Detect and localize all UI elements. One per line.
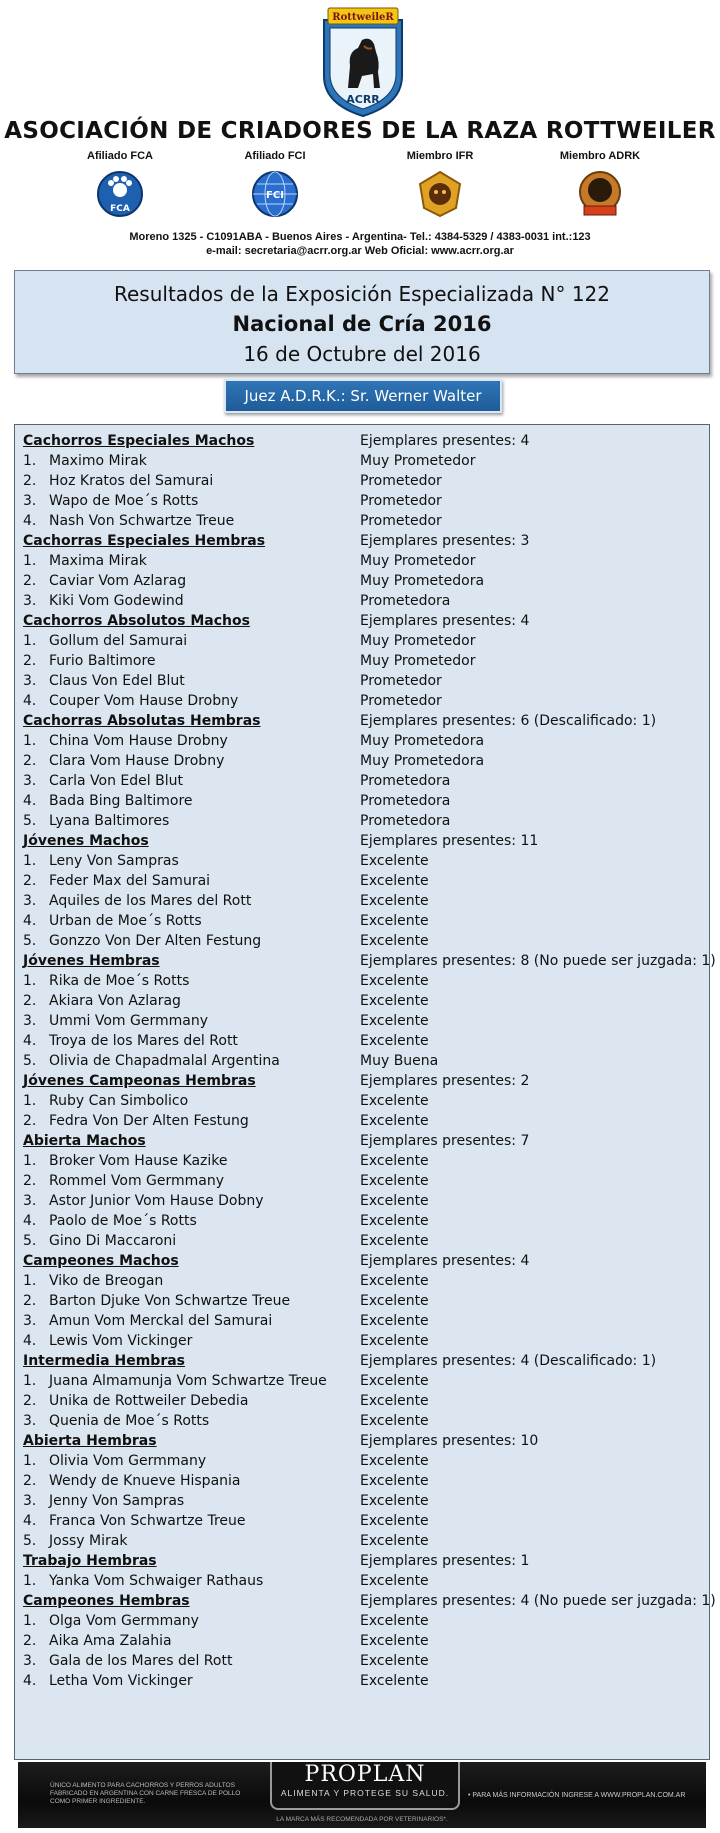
dog-name: Feder Max del Samurai [49, 873, 211, 889]
class-header [23, 1251, 703, 1271]
placement: 4. [23, 913, 37, 929]
placement: 3. [23, 673, 37, 689]
class-count: Ejemplares presentes: 1 [360, 1553, 530, 1569]
result-row [23, 1531, 703, 1551]
grade: Excelente [360, 1473, 429, 1489]
ifr-dog-emblem-icon [416, 170, 464, 218]
grade: Muy Prometedora [360, 733, 485, 749]
placement: 2. [23, 1473, 37, 1489]
placement: 1. [23, 1273, 37, 1289]
dog-name: Fedra Von Der Alten Festung [49, 1113, 249, 1129]
placement: 2. [23, 473, 37, 489]
dog-name: Gala de los Mares del Rott [49, 1653, 233, 1669]
dog-name: Letha Vom Vickinger [49, 1673, 193, 1689]
class-header [23, 531, 703, 551]
grade: Excelente [360, 1273, 429, 1289]
result-row [23, 1571, 703, 1591]
result-row [23, 1611, 703, 1631]
class-name: Abierta Machos [23, 1133, 146, 1149]
placement: 4. [23, 513, 37, 529]
placement: 5. [23, 1533, 37, 1549]
placement: 2. [23, 993, 37, 1009]
grade: Prometedora [360, 773, 451, 789]
address-line: Moreno 1325 - C1091ABA - Buenos Aires - Argentina- Tel.: 4384-5329 / 4383-0031 int.:123 [129, 231, 591, 243]
placement: 2. [23, 1393, 37, 1409]
dog-name: Nash Von Schwartze Treue [49, 513, 235, 529]
placement: 4. [23, 1673, 37, 1689]
grade: Excelente [360, 1313, 429, 1329]
banner-left-text: ÚNICO ALIMENTO PARA CACHORROS Y PERROS ADULTOS FABRICADO EN ARGENTINA CON CARNE FRESCA DE POLLO COMO PRIMER INGREDIENTE. [50, 1782, 241, 1805]
placement: 2. [23, 1173, 37, 1189]
grade: Excelente [360, 893, 429, 909]
result-row [23, 511, 703, 531]
result-row [23, 671, 703, 691]
result-row [23, 1671, 703, 1691]
class-header [23, 1351, 703, 1371]
dog-name: Gonzzo Von Der Alten Festung [49, 933, 262, 949]
placement: 5. [23, 1053, 37, 1069]
dog-name: Couper Vom Hause Drobny [49, 693, 239, 709]
dog-name: Olga Vom Germmany [49, 1613, 199, 1629]
dog-name: Jenny Von Sampras [49, 1493, 185, 1509]
result-row [23, 1231, 703, 1251]
result-row [23, 971, 703, 991]
dog-name: Akiara Von Azlarag [49, 993, 181, 1009]
dog-name: China Vom Hause Drobny [49, 733, 228, 749]
class-count: Ejemplares presentes: 4 [360, 433, 530, 449]
dog-name: Amun Vom Merckal del Samurai [49, 1313, 273, 1329]
placement: 4. [23, 793, 37, 809]
grade: Excelente [360, 1513, 429, 1529]
grade: Excelente [360, 1673, 429, 1689]
placement: 2. [23, 873, 37, 889]
placement: 4. [23, 1513, 37, 1529]
fci-globe-icon [251, 170, 299, 218]
dog-name: Rika de Moe´s Rotts [49, 973, 190, 989]
grade: Excelente [360, 873, 429, 889]
result-row [23, 1111, 703, 1131]
svg-text:FCI: FCI [266, 190, 284, 201]
dog-name: Hoz Kratos del Samurai [49, 473, 214, 489]
placement: 1. [23, 1093, 37, 1109]
svg-text:FCA: FCA [110, 204, 130, 214]
placement: 1. [23, 1153, 37, 1169]
proplan-brand: PROPLAN [304, 1762, 426, 1787]
grade: Excelente [360, 1393, 429, 1409]
logo-text-top: RottweileR [332, 12, 394, 23]
grade: Muy Prometedora [360, 573, 485, 589]
affiliations [60, 150, 660, 230]
placement: 3. [23, 1313, 37, 1329]
result-row [23, 1471, 703, 1491]
placement: 2. [23, 573, 37, 589]
proplan-logo [270, 1762, 460, 1810]
event-date: 16 de Octubre del 2016 [243, 342, 481, 366]
class-count: Ejemplares presentes: 2 [360, 1073, 530, 1089]
placement: 4. [23, 1333, 37, 1349]
result-row [23, 771, 703, 791]
placement: 2. [23, 1633, 37, 1649]
dog-name: Quenia de Moe´s Rotts [49, 1413, 210, 1429]
dog-name: Maximo Mirak [49, 453, 147, 469]
grade: Excelente [360, 1093, 429, 1109]
grade: Excelente [360, 1193, 429, 1209]
class-header [23, 1071, 703, 1091]
placement: 4. [23, 1213, 37, 1229]
dog-name: Jossy Mirak [49, 1533, 128, 1549]
results-list [23, 431, 716, 1691]
class-name: Cachorros Absolutos Machos [23, 613, 250, 629]
grade: Excelente [360, 1453, 429, 1469]
result-row [23, 1051, 703, 1071]
exposition-title: Resultados de la Exposición Especializada N° 122 [113, 282, 611, 306]
placement: 4. [23, 693, 37, 709]
result-row [23, 1391, 703, 1411]
adrk-dog-emblem-icon [576, 170, 624, 218]
grade: Excelente [360, 1033, 429, 1049]
dog-name: Yanka Vom Schwaiger Rathaus [49, 1573, 264, 1589]
grade: Excelente [360, 1293, 429, 1309]
result-row [23, 931, 703, 951]
dog-name: Gino Di Maccaroni [49, 1233, 177, 1249]
placement: 3. [23, 1193, 37, 1209]
class-header [23, 951, 716, 971]
dog-name: Franca Von Schwartze Treue [49, 1513, 246, 1529]
dog-name: Paolo de Moe´s Rotts [49, 1213, 197, 1229]
placement: 5. [23, 933, 37, 949]
class-name: Cachorros Especiales Machos [23, 433, 255, 449]
event-name: Nacional de Cría 2016 [232, 312, 492, 336]
dog-name: Olivia Vom Germmany [49, 1453, 207, 1469]
result-row [23, 1371, 703, 1391]
class-header [23, 711, 703, 731]
class-header [23, 611, 703, 631]
class-name: Jóvenes Hembras [23, 953, 160, 969]
placement: 1. [23, 1373, 37, 1389]
grade: Excelente [360, 1013, 429, 1029]
placement: 4. [23, 1033, 37, 1049]
dog-name: Gollum del Samurai [49, 633, 188, 649]
result-row [23, 1631, 703, 1651]
result-row [23, 1151, 703, 1171]
dog-name: Bada Bing Baltimore [49, 793, 193, 809]
grade: Prometedor [360, 473, 442, 489]
grade: Excelente [360, 1633, 429, 1649]
grade: Muy Prometedor [360, 633, 476, 649]
result-row [23, 891, 703, 911]
result-row [23, 1331, 703, 1351]
grade: Excelente [360, 1113, 429, 1129]
placement: 2. [23, 653, 37, 669]
dog-name: Unika de Rottweiler Debedia [49, 1393, 249, 1409]
class-count: Ejemplares presentes: 10 [360, 1433, 539, 1449]
grade: Excelente [360, 1153, 429, 1169]
dog-name: Barton Djuke Von Schwartze Treue [49, 1293, 291, 1309]
affiliation-adrk [540, 150, 660, 218]
dog-name: Aquiles de los Mares del Rott [49, 893, 252, 909]
placement: 3. [23, 1413, 37, 1429]
result-row [23, 1191, 703, 1211]
class-count: Ejemplares presentes: 4 [360, 1253, 530, 1269]
dog-name: Urban de Moe´s Rotts [49, 913, 202, 929]
grade: Prometedor [360, 673, 442, 689]
result-row [23, 1511, 703, 1531]
dog-name: Juana Almamunja Vom Schwartze Treue [49, 1373, 327, 1389]
placement: 1. [23, 633, 37, 649]
dog-name: Caviar Vom Azlarag [49, 573, 187, 589]
dog-name: Wapo de Moe´s Rotts [49, 493, 199, 509]
result-row [23, 1171, 703, 1191]
result-row [23, 911, 703, 931]
dog-name: Maxima Mirak [49, 553, 147, 569]
result-row [23, 471, 703, 491]
class-name: Jóvenes Machos [23, 833, 149, 849]
placement: 1. [23, 1573, 37, 1589]
affiliation-fca [60, 150, 180, 218]
class-header [23, 1131, 703, 1151]
result-row [23, 1211, 703, 1231]
placement: 1. [23, 453, 37, 469]
banner-bottom-text: LA MARCA MÁS RECOMENDADA POR VETERINARIOS*. [276, 1816, 448, 1823]
class-count: Ejemplares presentes: 4 [360, 613, 530, 629]
class-count: Ejemplares presentes: 4 (No puede ser juzgada: 1) [360, 1593, 716, 1609]
affiliation-fci [215, 150, 335, 218]
placement: 3. [23, 1653, 37, 1669]
result-row [23, 751, 703, 771]
result-row [23, 791, 703, 811]
result-row [23, 1011, 703, 1031]
affiliation-ifr [380, 150, 500, 218]
result-row [23, 811, 703, 831]
class-name: Cachorras Absolutas Hembras [23, 713, 261, 729]
placement: 1. [23, 733, 37, 749]
dog-name: Leny Von Sampras [49, 853, 179, 869]
placement: 2. [23, 753, 37, 769]
dog-name: Wendy de Knueve Hispania [49, 1473, 241, 1489]
results-panel [14, 424, 716, 1760]
placement: 3. [23, 773, 37, 789]
result-row [23, 631, 703, 651]
result-row [23, 851, 703, 871]
placement: 3. [23, 593, 37, 609]
grade: Excelente [360, 1613, 429, 1629]
class-name: Campeones Hembras [23, 1593, 190, 1609]
result-row [23, 491, 703, 511]
class-count: Ejemplares presentes: 3 [360, 533, 530, 549]
dog-name: Olivia de Chapadmalal Argentina [49, 1053, 280, 1069]
result-row [23, 551, 703, 571]
placement: 3. [23, 893, 37, 909]
dog-name: Furio Baltimore [49, 653, 156, 669]
result-row [23, 1491, 703, 1511]
dog-name: Clara Vom Hause Drobny [49, 753, 225, 769]
result-row [23, 651, 703, 671]
class-header [23, 1551, 703, 1571]
affiliation-label: Afiliado FCI [244, 150, 306, 162]
dog-name: Ummi Vom Germmany [49, 1013, 208, 1029]
dog-name: Viko de Breogan [49, 1273, 164, 1289]
result-row [23, 1411, 703, 1431]
affiliation-label: Miembro IFR [406, 150, 474, 162]
result-row [23, 1311, 703, 1331]
grade: Excelente [360, 973, 429, 989]
result-row [23, 871, 703, 891]
placement: 1. [23, 553, 37, 569]
email-web-line: e-mail: secretaria@acrr.org.ar Web Oficial: www.acrr.org.ar [206, 245, 514, 257]
acrr-logo [318, 6, 408, 118]
result-row [23, 1291, 703, 1311]
grade: Prometedora [360, 813, 451, 829]
grade: Excelente [360, 1173, 429, 1189]
grade: Muy Prometedor [360, 453, 476, 469]
class-name: Abierta Hembras [23, 1433, 157, 1449]
grade: Excelente [360, 1213, 429, 1229]
grade: Excelente [360, 1413, 429, 1429]
dog-name: Lyana Baltimores [49, 813, 170, 829]
class-count: Ejemplares presentes: 7 [360, 1133, 530, 1149]
placement: 1. [23, 1453, 37, 1469]
grade: Excelente [360, 1653, 429, 1669]
dog-name: Broker Vom Hause Kazike [49, 1153, 228, 1169]
class-count: Ejemplares presentes: 6 (Descalificado: 1) [360, 713, 657, 729]
result-row [23, 571, 703, 591]
result-row [23, 991, 703, 1011]
grade: Muy Prometedora [360, 753, 485, 769]
grade: Excelente [360, 1333, 429, 1349]
grade: Excelente [360, 1573, 429, 1589]
result-row [23, 1271, 703, 1291]
dog-name: Astor Junior Vom Hause Dobny [49, 1193, 264, 1209]
result-row [23, 591, 703, 611]
grade: Excelente [360, 1493, 429, 1509]
result-row [23, 451, 703, 471]
placement: 1. [23, 973, 37, 989]
class-header [23, 1591, 716, 1611]
result-row [23, 731, 703, 751]
grade: Muy Buena [360, 1053, 439, 1069]
class-header [23, 1431, 703, 1451]
placement: 3. [23, 1493, 37, 1509]
placement: 1. [23, 853, 37, 869]
class-name: Trabajo Hembras [23, 1553, 157, 1569]
placement: 5. [23, 1233, 37, 1249]
fca-paw-icon [96, 170, 144, 218]
result-row [23, 691, 703, 711]
class-count: Ejemplares presentes: 11 [360, 833, 539, 849]
class-header [23, 831, 703, 851]
result-row [23, 1091, 703, 1111]
affiliation-label: Afiliado FCA [87, 150, 153, 162]
dog-name: Kiki Vom Godewind [49, 593, 184, 609]
placement: 3. [23, 1013, 37, 1029]
grade: Muy Prometedor [360, 553, 476, 569]
placement: 3. [23, 493, 37, 509]
association-title: ASOCIACIÓN DE CRIADORES DE LA RAZA ROTTWEILER [4, 118, 716, 144]
dog-name: Claus Von Edel Blut [49, 673, 185, 689]
dog-name: Lewis Vom Vickinger [49, 1333, 193, 1349]
class-name: Jóvenes Campeonas Hembras [23, 1073, 256, 1089]
grade: Excelente [360, 913, 429, 929]
proplan-banner [18, 1762, 706, 1828]
placement: 2. [23, 1113, 37, 1129]
class-count: Ejemplares presentes: 8 (No puede ser juzgada: 1) [360, 953, 716, 969]
class-name: Intermedia Hembras [23, 1353, 185, 1369]
grade: Excelente [360, 933, 429, 949]
placement: 2. [23, 1293, 37, 1309]
dog-name: Rommel Vom Germmany [49, 1173, 225, 1189]
class-name: Campeones Machos [23, 1253, 179, 1269]
result-row [23, 1031, 703, 1051]
grade: Muy Prometedor [360, 653, 476, 669]
grade: Excelente [360, 1533, 429, 1549]
class-header [23, 431, 703, 451]
grade: Excelente [360, 1373, 429, 1389]
affiliation-label: Miembro ADRK [559, 150, 641, 162]
logo-text-bottom: ACRR [346, 93, 380, 106]
placement: 5. [23, 813, 37, 829]
result-row [23, 1651, 703, 1671]
judge-label: Juez A.D.R.K.: Sr. Werner Walter [224, 379, 502, 413]
grade: Prometedora [360, 793, 451, 809]
dog-name: Ruby Can Simbolico [49, 1093, 189, 1109]
class-name: Cachorras Especiales Hembras [23, 533, 266, 549]
proplan-tagline: ALIMENTA Y PROTEGE SU SALUD. [280, 1788, 450, 1798]
result-row [23, 1451, 703, 1471]
dog-name: Aika Ama Zalahia [49, 1633, 172, 1649]
grade: Prometedor [360, 513, 442, 529]
class-count: Ejemplares presentes: 4 (Descalificado: 1) [360, 1353, 657, 1369]
grade: Prometedora [360, 593, 451, 609]
grade: Excelente [360, 1233, 429, 1249]
placement: 1. [23, 1613, 37, 1629]
banner-right-text: • PARA MÁS INFORMACIÓN INGRESE A WWW.PROPLAN.COM.AR [468, 1792, 686, 1799]
dog-name: Carla Von Edel Blut [49, 773, 183, 789]
results-title-box [14, 270, 710, 374]
grade: Excelente [360, 853, 429, 869]
grade: Excelente [360, 993, 429, 1009]
dog-name: Troya de los Mares del Rott [49, 1033, 238, 1049]
grade: Prometedor [360, 493, 442, 509]
grade: Prometedor [360, 693, 442, 709]
